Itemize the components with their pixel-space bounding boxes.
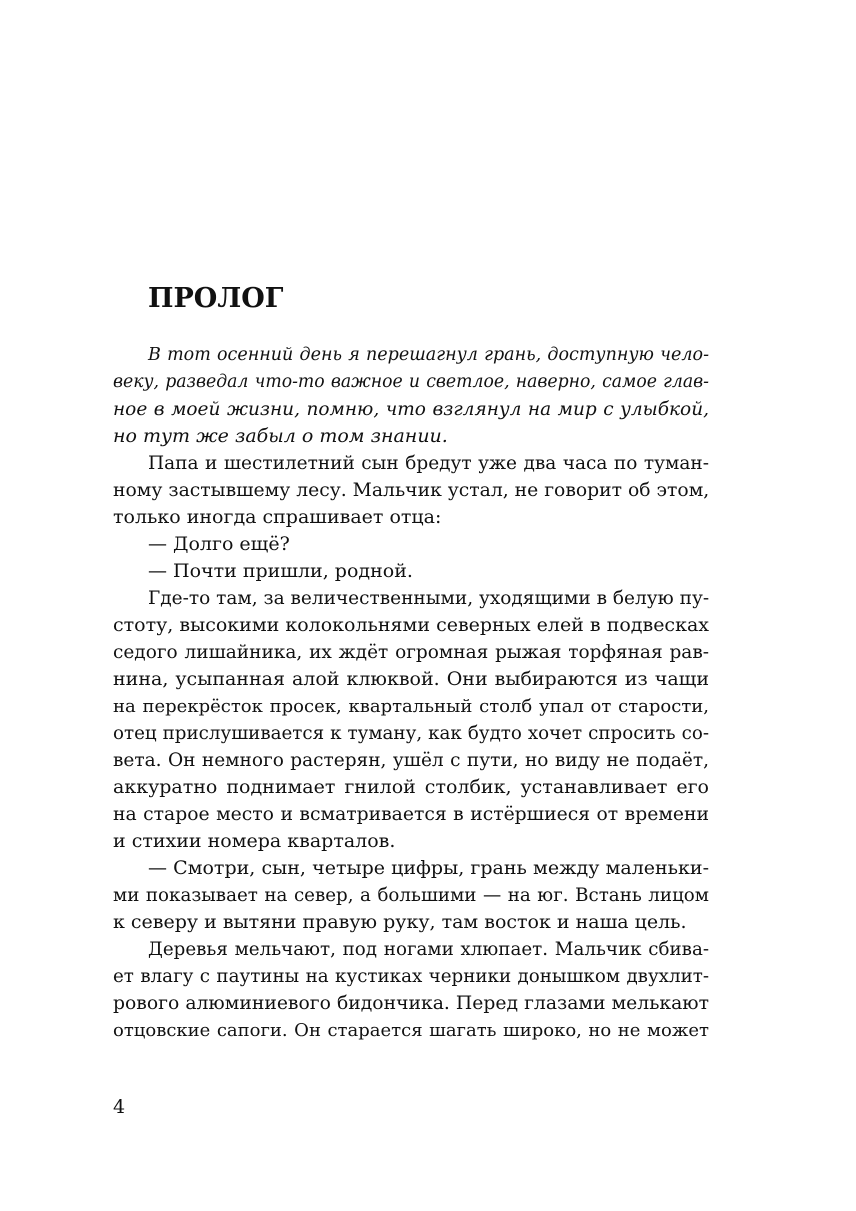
epigraph-line: веку, разведал что-то важное и светлое, наверно, самое глав-: [113, 372, 709, 392]
text-line: к северу и вытяни правую руку, там восток и наша цель.: [113, 911, 687, 933]
text-line: рового алюминиевого бидончика. Перед глазами мелькают: [113, 993, 709, 1014]
text-line: стоту, высокими колокольнями северных елей в подвесках: [113, 614, 709, 636]
text-line: — Почти пришли, родной.: [148, 560, 413, 582]
text-line: и стихии номера кварталов.: [113, 830, 396, 852]
text-line: Где-то там, за величественными, уходящими в белую пу-: [148, 588, 710, 609]
text-line: только иногда спрашивает отца:: [113, 506, 442, 528]
text-line: — Смотри, сын, четыре цифры, грань между маленьки-: [148, 857, 709, 879]
chapter-title: ПРОЛОГ: [148, 283, 284, 314]
text-line: отец прислушивается к туману, как будто хочет спросить со-: [113, 723, 709, 744]
text-line: нина, усыпанная алой клюквой. Они выбираются из чащи: [113, 668, 709, 690]
text-line: Папа и шестилетний сын бредут уже два часа по туман-: [148, 453, 709, 474]
text-line: ному застывшему лесу. Мальчик устал, не говорит об этом,: [113, 480, 710, 501]
text-line: на старое место и всматривается в истёршиеся от времени: [113, 804, 709, 825]
body-text: [113, 342, 709, 1044]
text-line: седого лишайника, их ждёт огромная рыжая торфяная рав-: [113, 642, 709, 663]
text-line: на перекрёсток просек, квартальный столб упал от старости,: [113, 696, 709, 717]
text-line: — Долго ещё?: [148, 533, 290, 555]
text-line: Деревья мельчают, под ногами хлюпает. Мальчик сбива-: [148, 939, 709, 960]
text-line: ми показывает на север, а большими — на юг. Встань лицом: [113, 885, 709, 906]
epigraph-line: но тут же забыл о том знании.: [113, 425, 448, 447]
text-line: аккуратно поднимает гнилой столбик, устанавливает его: [113, 776, 709, 798]
text-line: ет влагу с паутины на кустиках черники донышком двухлит-: [113, 966, 709, 987]
page-number: 4: [113, 1096, 126, 1118]
epigraph-line: ное в моей жизни, помню, что взглянул на мир с улыбкой,: [113, 399, 709, 420]
epigraph-line: В тот осенний день я перешагнул грань, доступную чело-: [148, 345, 709, 365]
text-line: вета. Он немного растерян, ушёл с пути, но виду не подаёт,: [113, 750, 709, 771]
text-line: отцовские сапоги. Он старается шагать широко, но не может: [113, 1020, 709, 1041]
